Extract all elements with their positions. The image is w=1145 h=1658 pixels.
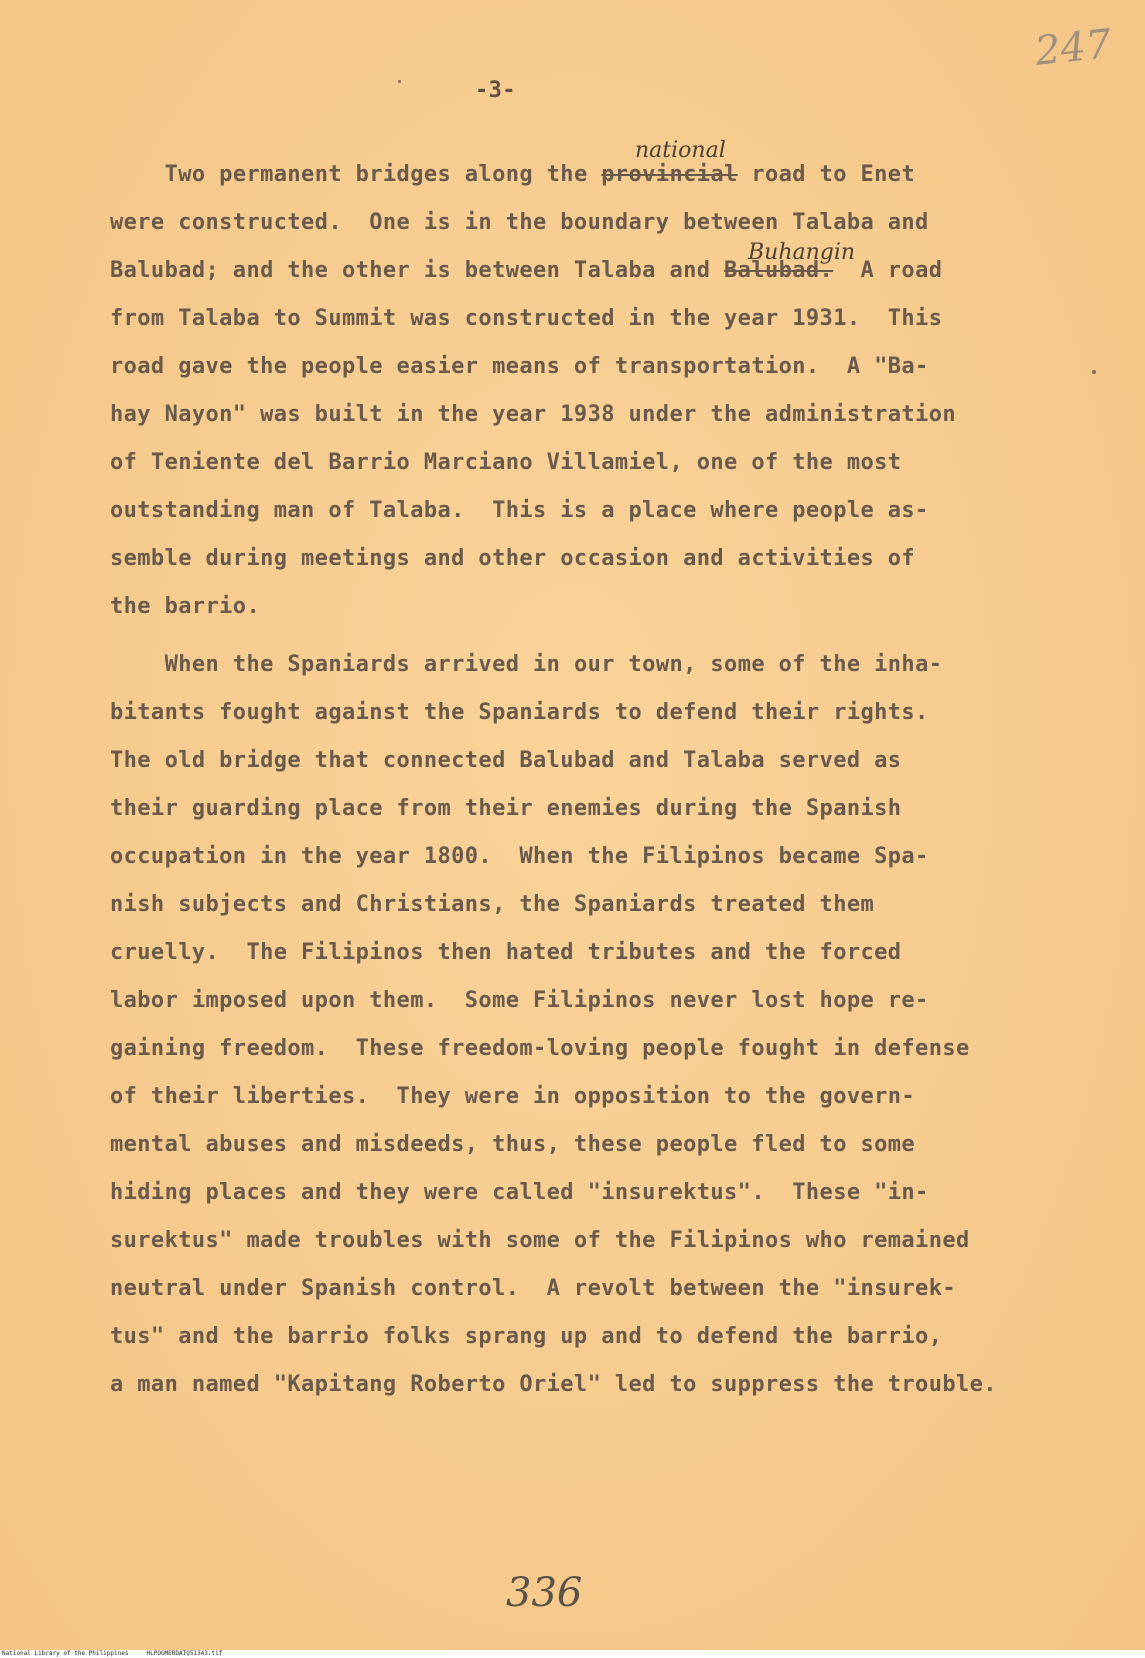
text-line: the barrio.: [110, 594, 261, 619]
text-line: surektus" made troubles with some of the Filipinos who remained: [110, 1228, 970, 1253]
struck-word: provincial: [601, 162, 738, 187]
text-line: nish subjects and Christians, the Spaniards treated them: [110, 892, 875, 917]
archive-footer: National Library of the Philippines HLPOGMERDATQ51343.tif: [0, 1650, 1145, 1658]
handwritten-folio-number: 247: [1032, 21, 1114, 75]
handwritten-insert: national: [635, 138, 726, 163]
text-line: their guarding place from their enemies during the Spanish: [110, 796, 902, 821]
text-line: Two permanent bridges along the provincial road to Enet: [164, 162, 916, 187]
text-line: The old bridge that connected Balubad and Talaba served as: [110, 748, 902, 773]
text-line: semble during meetings and other occasion and activities of: [110, 546, 916, 571]
page-number: -3-: [475, 78, 516, 103]
struck-word: Balubad.: [724, 258, 834, 283]
text-line: labor imposed upon them. Some Filipinos never lost hope re-: [110, 988, 929, 1013]
paper-speck: [398, 80, 401, 83]
handwritten-page-number: 336: [506, 1570, 583, 1616]
text-line: cruelly. The Filipinos then hated tributes and the forced: [110, 940, 902, 965]
text-line: mental abuses and misdeeds, thus, these people fled to some: [110, 1132, 916, 1157]
text-line: outstanding man of Talaba. This is a place where people as-: [110, 498, 929, 523]
text-line: Balubad; and the other is between Talaba and Balubad. A road: [110, 258, 943, 283]
text-line: of Teniente del Barrio Marciano Villamiel, one of the most: [110, 450, 902, 475]
text-line: from Talaba to Summit was constructed in the year 1931. This: [110, 306, 943, 331]
text-line: road gave the people easier means of transportation. A "Ba-: [110, 354, 929, 379]
text-line: a man named "Kapitang Roberto Oriel" led to suppress the trouble.: [110, 1372, 997, 1397]
text-line: tus" and the barrio folks sprang up and to defend the barrio,: [110, 1324, 943, 1349]
text-line: When the Spaniards arrived in our town, some of the inha-: [164, 652, 943, 677]
text-line: bitants fought against the Spaniards to defend their rights.: [110, 700, 929, 725]
text-line: neutral under Spanish control. A revolt between the "insurek-: [110, 1276, 956, 1301]
text-line: of their liberties. They were in opposition to the govern-: [110, 1084, 916, 1109]
text-line: hay Nayon" was built in the year 1938 under the administration: [110, 402, 956, 427]
handwritten-insert: Buhangin: [748, 240, 856, 265]
text-line: hiding places and they were called "insurektus". These "in-: [110, 1180, 929, 1205]
text-line: gaining freedom. These freedom-loving people fought in defense: [110, 1036, 970, 1061]
text-line: were constructed. One is in the boundary between Talaba and: [110, 210, 929, 235]
text-line: occupation in the year 1800. When the Filipinos became Spa-: [110, 844, 929, 869]
paper-speck: [1092, 370, 1096, 374]
